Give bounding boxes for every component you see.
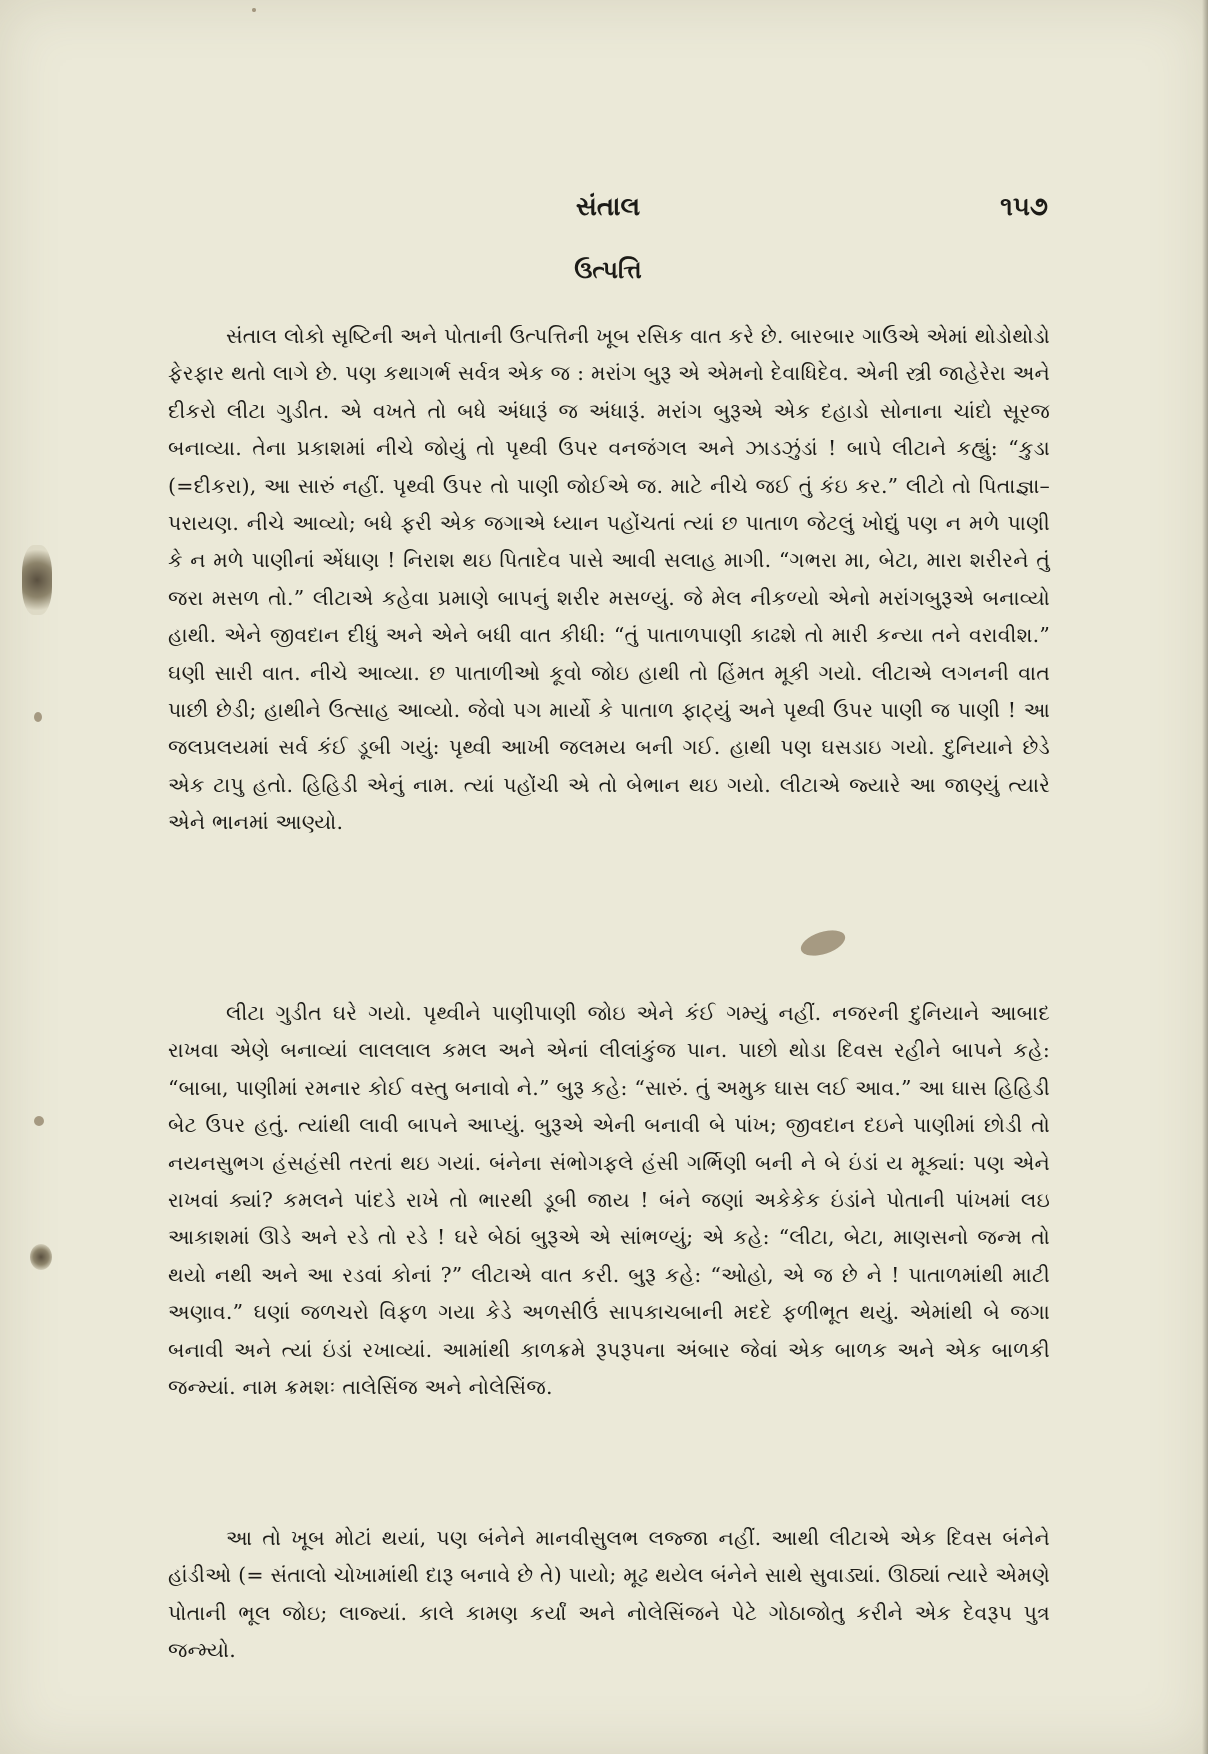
page-number: ૧૫૭ bbox=[1000, 192, 1048, 222]
margin-mark bbox=[34, 712, 42, 722]
page-edge-shadow bbox=[1202, 0, 1208, 1754]
binding-hole-mark bbox=[30, 1244, 52, 1270]
margin-mark bbox=[34, 1116, 44, 1126]
ink-blot bbox=[798, 925, 849, 960]
dot-mark bbox=[252, 8, 256, 12]
paragraph-2: લીટા ગુડીત ઘરે ગયો. પૃથ્વીને પાણીપાણી જોઇ એને કંઈ ગમ્યું નહીં. નજરની દુનિયાને આબાદ રાખવા એણે બનાવ્યાં લાલલાલ કમલ અને એનાં લીલાંકુંજ પાન. પાછો થોડા દિવસ રહીને બાપને કહે: “બાબા, પાણીમાં રમનાર કોઈ વસ્તુ બનાવો ને.” બુરૂ કહે: “સારું. તું અમુક ઘાસ લઈ આવ.” આ ઘાસ હિહિડી બેટ ઉપર હતું. ત્યાંથી લાવી બાપને આપ્યું. બુરૂએ એની બનાવી બે પાંખ; જીવદાન દઇને પાણીમાં છોડી તો નયનસુભગ હંસહંસી તરતાં થઇ ગયાં. બંનેના સંભોગફલે હંસી ગર્ભિણી બની ને બે ઇંડાં ય મૂક્યાં: પણ એને રાખવાં ક્યાં? કમલને પાંદડે રાખે તો ભારથી ડૂબી જાય ! બંને જણાં અકેકેક ઇંડાંને પોતાની પાંખમાં લઇ આકાશમાં ઊડે અને રડે તો રડે ! ઘરે બેઠાં બુરૂએ એ સાંભળ્યું; એ કહે: “લીટા, બેટા, માણસનો જન્મ તો થયો નથી અને આ રડવાં કોનાં ?” લીટાએ વાત કરી. બુરૂ કહે: “ઓહો, એ જ છે ને ! પાતાળમાંથી માટી અણાવ.” ઘણાં જળચરો વિફળ ગયા કેડે અળસીઉં સાપકાચબાની મદદે ફળીભૂત થયું. એમાંથી બે જગા બનાવી અને ત્યાં ઇંડાં રખાવ્યાં. આમાંથી કાળક્રમે રૂપરૂપના અંબાર જેવાં એક બાળક અને એક બાળકી જન્મ્યાં. નામ ક્રમશઃ તાલેસિંજ અને નોલેસિંજ. bbox=[168, 1001, 1050, 1400]
paragraph-1: સંતાલ લોકો સૃષ્ટિની અને પોતાની ઉત્પત્તિની ખૂબ રસિક વાત કરે છે. બારબાર ગાઉએ એમાં થોડોથોડો ફેરફાર થતો લાગે છે. પણ કથાગર્ભ સર્વત્ર એક જ : મરાંગ બુરૂ એ એમનો દેવાધિદેવ. એની સ્ત્રી જાહેરેરા અને દીકરો લીટા ગુડીત. એ વખતે તો બધે અંધારૂં જ અંધારૂં. મરાંગ બુરૂએ એક દહાડો સોનાના ચાંદો સૂરજ બનાવ્યા. તેના પ્રકાશમાં નીચે જોયું તો પૃથ્વી ઉપર વનજંગલ અને ઝાડઝુંડાં ! બાપે લીટાને કહ્યું: “કુડા (=દીકરા), આ સારું નહીં. પૃથ્વી ઉપર તો પાણી જોઈએ જ. માટે નીચે જઈ તું કંઇ કર.” લીટો તો પિતાજ્ઞા–પરાયણ. નીચે આવ્યો; બધે ફરી એક જગાએ ધ્યાન પહોંચતાં ત્યાં છ પાતાળ જેટલું ખોદ્યું પણ ન મળે પાણી કે ન મળે પાણીનાં એંધાણ ! નિરાશ થઇ પિતાદેવ પાસે આવી સલાહ માગી. “ગભરા મા, બેટા, મારા શરીરને તું જરા મસળ તો.” લીટાએ કહેવા પ્રમાણે બાપનું શરીર મસળ્યું. જે મેલ નીકળ્યો એનો મરાંગબુરૂએ બનાવ્યો હાથી. એને જીવદાન દીધું અને એને બધી વાત કીધી: “તું પાતાળપાણી કાઢશે તો મારી કન્યા તને વરાવીશ.” ઘણી સારી વાત. નીચે આવ્યા. છ પાતાળીઓ કૂવો જોઇ હાથી તો હિંમત મૂકી ગયો. લીટાએ લગનની વાત પાછી છેડી; હાથીને ઉત્સાહ આવ્યો. જેવો પગ માર્યો કે પાતાળ ફાટ્યું અને પૃથ્વી ઉપર પાણી જ પાણી ! આ જલપ્રલયમાં સર્વ કંઈ ડૂબી ગયું: પૃથ્વી આખી જલમય બની ગઈ. હાથી પણ ઘસડાઇ ગયો. દુનિયાને છેડે એક ટાપુ હતો. હિહિડી એનું નામ. ત્યાં પહોંચી એ તો બેભાન થઇ ગયો. લીટાએ જ્યારે આ જાણ્યું ત્યારે એને ભાનમાં આણ્યો. bbox=[168, 324, 1050, 835]
section-heading: ઉત્પત્તિ bbox=[574, 255, 642, 284]
running-header bbox=[168, 192, 1048, 228]
chapter-title: સંતાલ bbox=[575, 192, 641, 222]
paragraph-3: આ તો ખૂબ મોટાં થયાં, પણ બંનેને માનવીસુલભ લજ્જા નહીં. આથી લીટાએ એક દિવસ બંનેને હાંડીઓ (= સંતાલો ચોખામાંથી દારૂ બનાવે છે તે) પાયો; મૂઢ થયેલ બંનેને સાથે સુવાડ્યાં. ઊઠ્યાં ત્યારે એમણે પોતાની ભૂલ જોઇ; લાજ્યાં. કાલે કામણ કર્યાં અને નોલેસિંજને પેટે ગોઠાજોતુ કરીને એક દેવરૂપ પુત્ર જન્મ્યો. bbox=[168, 1526, 1050, 1663]
binding-hole-mark bbox=[22, 545, 52, 615]
